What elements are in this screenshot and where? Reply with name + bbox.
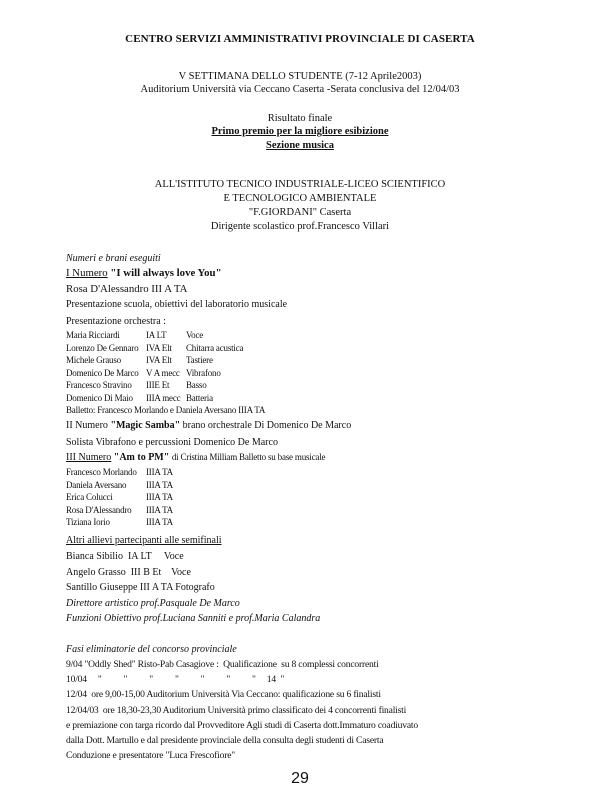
orchestra-member-class: IIIA mecc	[146, 393, 181, 403]
orchestra-member-name: Domenico De Marco	[66, 367, 139, 378]
school-line-2: E TECNOLOGICO AMBIENTALE	[223, 193, 377, 204]
orchestra-member-class: IIIE Et	[146, 380, 170, 391]
event-line: V SETTIMANA DELLO STUDENTE (7-12 Aprile2003)	[178, 71, 422, 82]
dancer-name: Rosa D'Alessandro	[66, 504, 132, 515]
other-participant: Bianca Sibilio IA LT Voce	[66, 551, 184, 562]
soloist-line: Solista Vibrafono e percussioni Domenico De Marco	[66, 437, 278, 448]
dancer-class: IIIA TA	[146, 467, 173, 477]
school-line-1: ALL'ISTITUTO TECNICO INDUSTRIALE-LICEO SCIENTIFICO	[154, 179, 446, 190]
orchestra-member-name: Francesco Stravino	[66, 380, 132, 391]
prize-line: Primo premio per la migliore esibizione	[211, 126, 389, 137]
school-line-4: Dirigente scolastico prof.Francesco Villari	[210, 221, 390, 232]
number-2	[66, 420, 351, 431]
other-participant: Angelo Grasso III B Et Voce	[66, 566, 191, 578]
orchestra-member-role: Voce	[186, 330, 204, 340]
orchestra-member-role: Vibrafono	[186, 367, 221, 378]
number-2-label: II Numero	[66, 420, 108, 431]
orchestra-member-role: Chitarra acustica	[186, 342, 244, 353]
orchestra-member-class: IA LT	[146, 330, 167, 340]
school-line-3: "F.GIORDANI" Caserta	[248, 207, 352, 218]
result-line: Risultato finale	[267, 113, 333, 124]
document-title: CENTRO SERVIZI AMMINISTRATIVI PROVINCIALE DI CASERTA	[125, 33, 475, 45]
phase-line: e premiazione con targa ricordo dal Provveditore Agli studi di Caserta dott.Immaturo coadiuvato	[66, 719, 418, 731]
dancer-class: IIIA TA	[146, 517, 173, 528]
dancer-name: Erica Colucci	[66, 492, 113, 503]
orchestra-member-name: Domenico Di Maio	[66, 393, 133, 403]
others-heading: Altri allievi partecipanti alle semifinali	[66, 535, 222, 546]
dancer-class: IIIA TA	[146, 504, 173, 515]
phases-heading: Fasi eliminatorie del concorso provinciale	[66, 644, 237, 655]
number-3	[66, 452, 325, 463]
orchestra-member-role: Tastiere	[186, 355, 213, 366]
phase-line: dalla Dott. Martullo e dal presidente provinciale della consulta degli studenti di Caserta	[66, 735, 384, 746]
section-line: Sezione musica	[266, 140, 334, 151]
phase-line: 12/04 ore 9,00-15,00 Auditorium Università Via Ceccano: qualificazione su 6 finalisti	[66, 689, 381, 701]
phase-line: Conduzione e presentatore "Luca Frescofiore"	[66, 750, 235, 762]
dancer-class: IIIA TA	[146, 479, 173, 490]
number-3-rest: di Cristina Milliam Balletto su base musicale	[171, 452, 326, 462]
number-1	[66, 267, 222, 279]
number-3-label: III Numero	[66, 452, 112, 463]
orchestra-member-name: Lorenzo De Gennaro	[66, 342, 139, 353]
orchestra-member-class: IVA Elt	[146, 342, 172, 353]
phase-line: 10/04 " " " " " " " 14 "	[66, 674, 285, 686]
dancer-name: Daniela Aversano	[66, 479, 127, 490]
number-1-title: "I will always love You"	[110, 267, 222, 279]
number-1-label: I Numero	[66, 267, 108, 279]
artistic-director: Direttore artistico prof.Pasquale De Marco	[66, 598, 240, 609]
number-2-rest: brano orchestrale Di Domenico De Marco	[182, 420, 352, 431]
dancer-class: IIIA TA	[146, 492, 173, 503]
orchestra-member-role: Batteria	[186, 393, 213, 403]
program-heading: Numeri e brani eseguiti	[66, 253, 161, 264]
ballet-line: Balletto: Francesco Morlando e Daniela Aversano IIIA TA	[66, 405, 266, 415]
orchestra-heading: Presentazione orchestra :	[66, 316, 166, 327]
phase-line: 12/04/03 ore 18,30-23,30 Auditorium Università primo classificato dei 4 concorrenti finalisti	[66, 704, 407, 716]
phase-line: 9/04 "Oddly Shed" Risto-Pab Casagiove : Qualificazione su 8 complessi concorrenti	[66, 659, 379, 670]
orchestra-member-role: Basso	[186, 380, 207, 391]
dancer-name: Francesco Morlando	[66, 467, 137, 477]
orchestra-member-name: Maria Ricciardi	[66, 330, 120, 340]
page-number: 29	[291, 770, 309, 787]
presentation-line: Presentazione scuola, obiettivi del laboratorio musicale	[66, 299, 288, 310]
orchestra-member-name: Michele Grauso	[66, 355, 121, 366]
number-1-performer: Rosa D'Alessandro III A TA	[66, 283, 188, 295]
other-participant: Santillo Giuseppe III A TA Fotografo	[66, 582, 215, 593]
venue-line: Auditorium Università via Ceccano Caserta -Serata conclusiva del 12/04/03	[140, 84, 460, 95]
functions-line: Funzioni Obiettivo prof.Luciana Sanniti e prof.Maria Calandra	[66, 613, 321, 624]
orchestra-member-class: IVA Elt	[146, 355, 172, 366]
number-2-title: "Magic Samba"	[110, 420, 181, 431]
dancer-name: Tiziana Iorio	[66, 517, 110, 528]
number-3-title: "Am to PM"	[113, 452, 170, 463]
orchestra-member-class: V A mecc	[146, 367, 180, 378]
